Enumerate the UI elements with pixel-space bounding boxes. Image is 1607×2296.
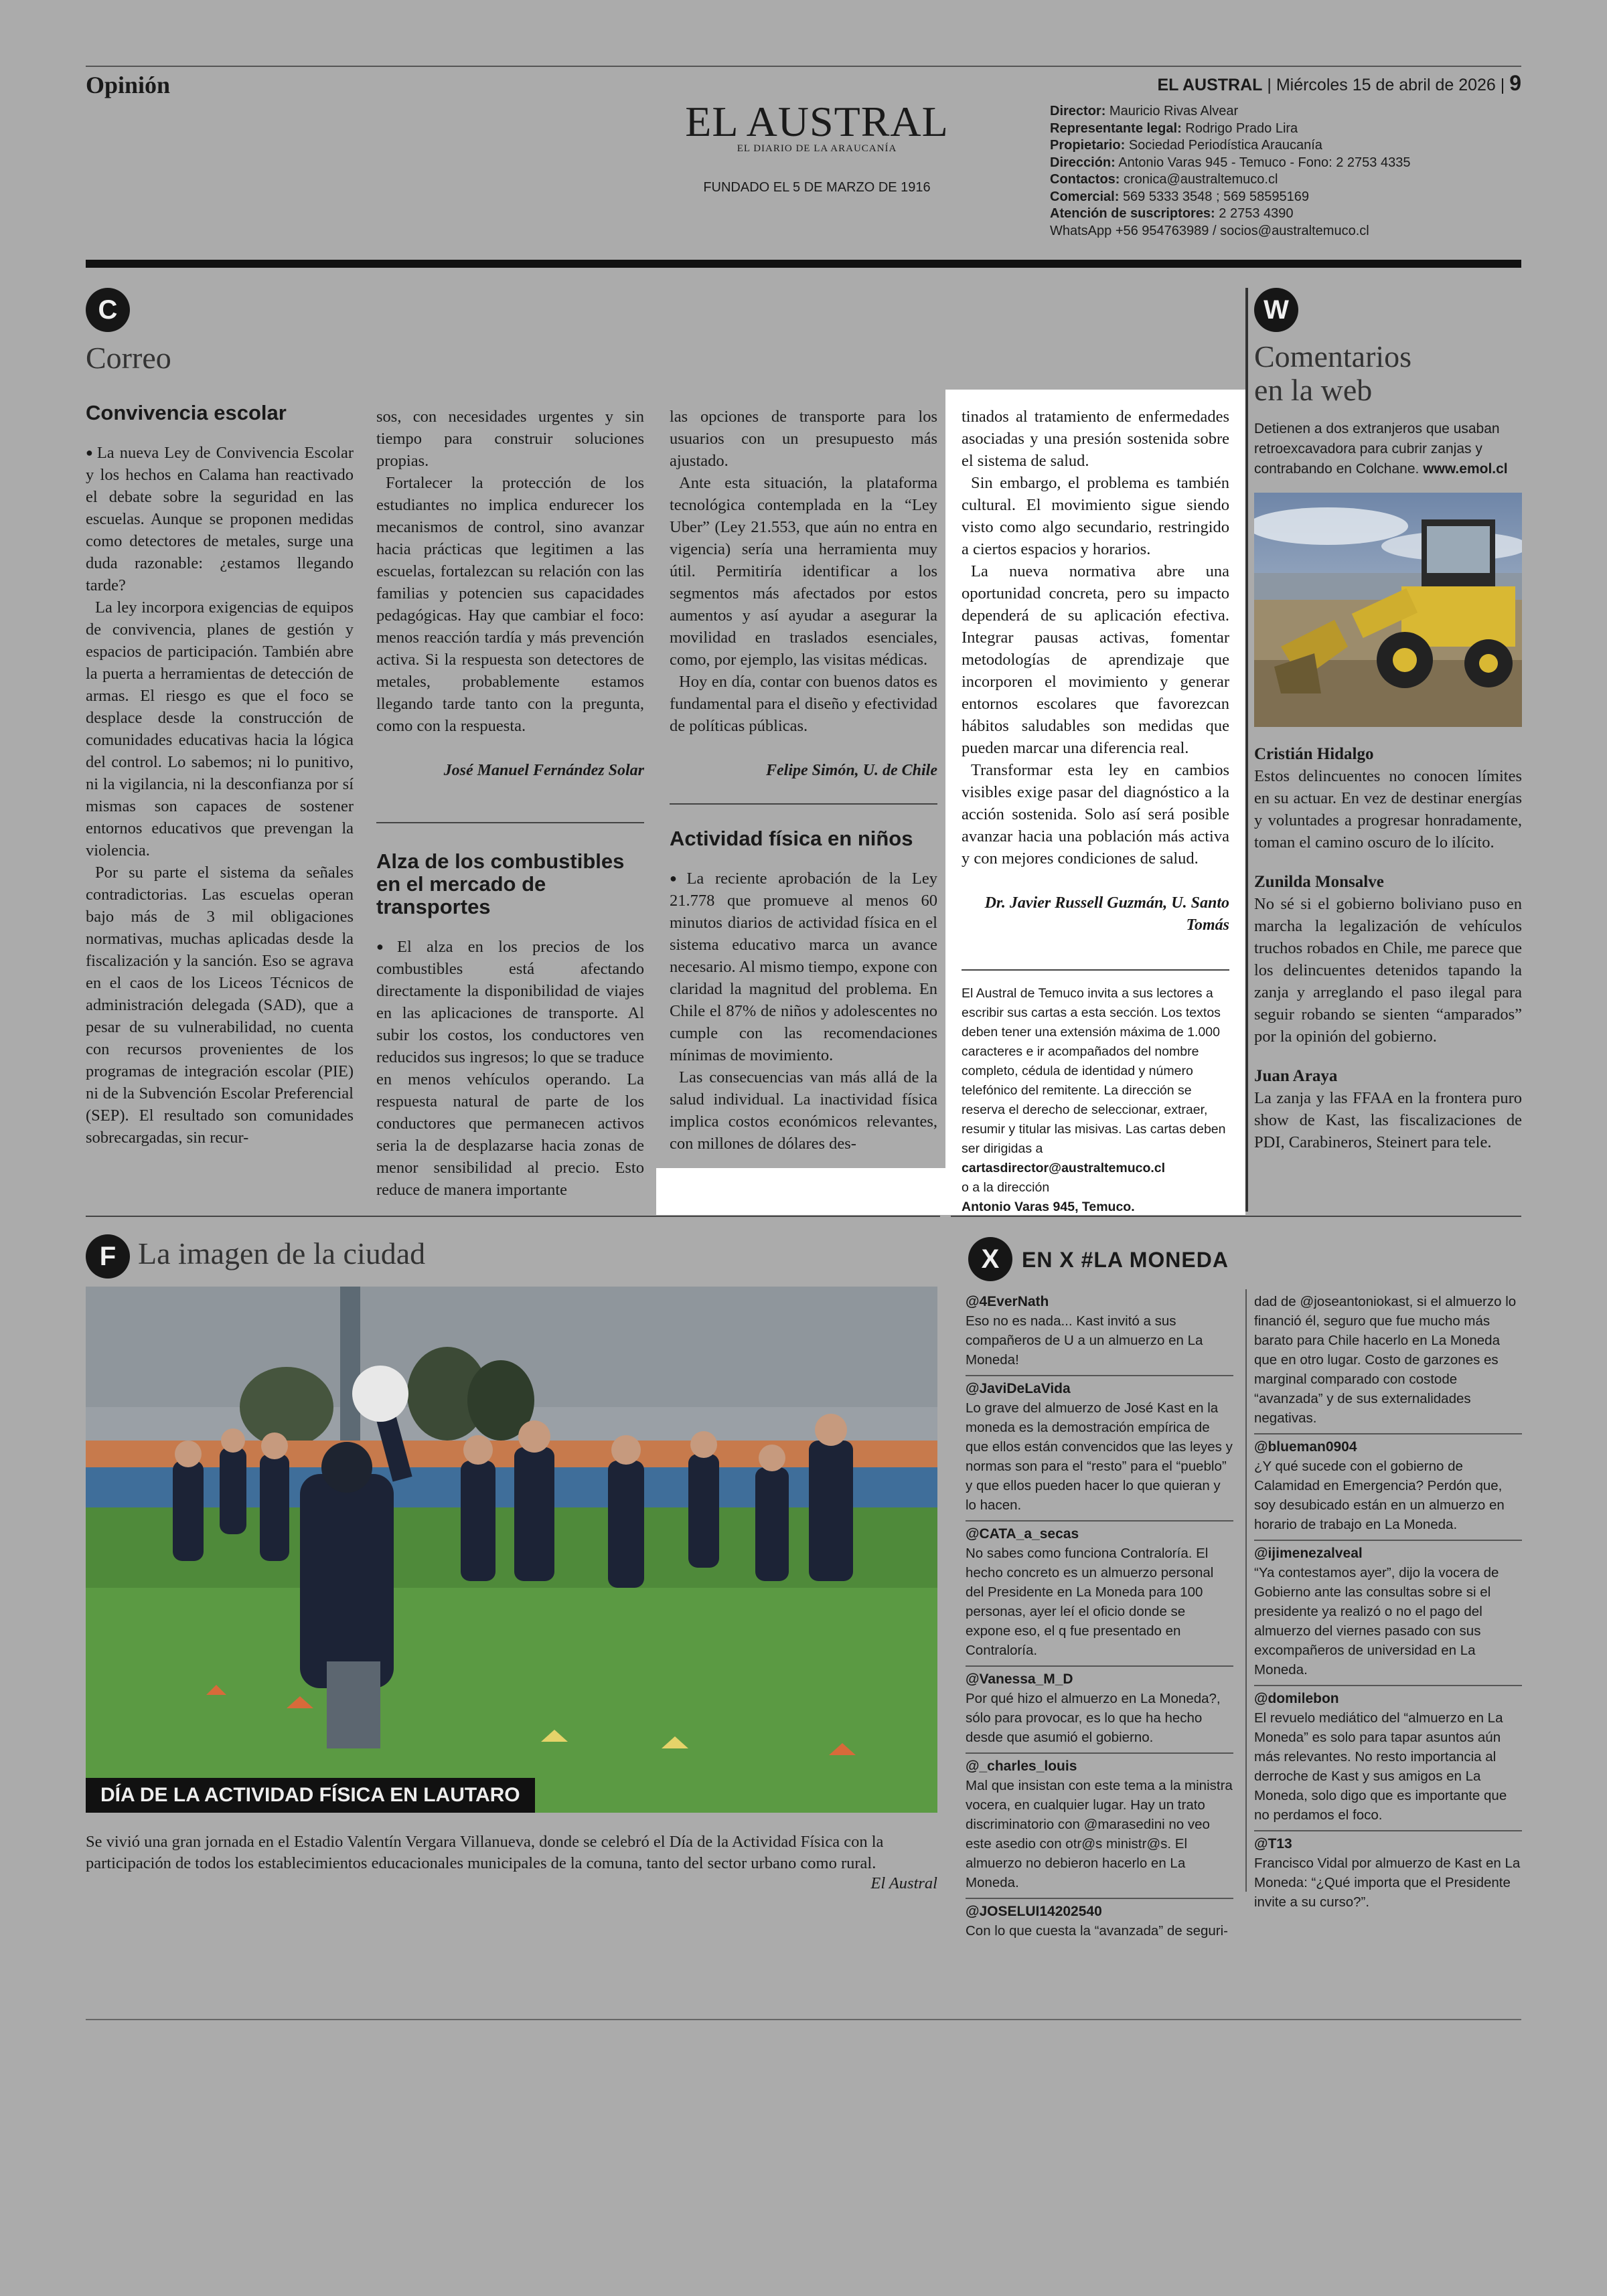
x-text: Eso no es nada... Kast invitó a sus compañeros de U a un almuerzo en La Moneda!	[966, 1313, 1203, 1368]
x-badge: X	[968, 1237, 1012, 1281]
top-rule	[86, 66, 1521, 67]
x-handle[interactable]: @CATA_a_secas	[966, 1526, 1079, 1542]
letter-2-signature: Felipe Simón, U. de Chile	[765, 762, 937, 779]
x-handle[interactable]: @ijimenezalveal	[1254, 1546, 1363, 1561]
letter-2-col-3	[670, 406, 937, 782]
comment-1-author: Cristián Hidalgo	[1254, 745, 1374, 763]
web-title-line2: en la web	[1254, 373, 1373, 407]
date-line: EL AUSTRAL | Miércoles 15 de abril de 2026 | 9	[1157, 71, 1521, 95]
staff-row: Director: Mauricio Rivas Alvear	[1050, 104, 1239, 118]
letter-3-p5: La nueva normativa abre una oportunidad concreta, pero su impacto dependerá de su aplicación efectiva. Integrar pausas activas, fomentar metodologías de aprendizaje que incorporen el movimiento y generar entornos escolares que favorezcan hábitos saludables son medidas que pueden marcar una diferencia real.	[962, 562, 1229, 757]
x-text: ¿Y qué sucede con el gobierno de Calamidad en Emergencia? Perdón que, soy desubicado están en un almuerzo en horario de trabajo en La Moneda.	[1254, 1459, 1505, 1532]
web-lead-text: Detienen a dos extranjeros que usaban retroexcavadora para cubrir zanjas y contrabando en Colchane.	[1254, 421, 1500, 477]
x-post	[966, 1667, 1233, 1754]
x-post	[966, 1522, 1233, 1667]
letter-2-title: Alza de los combustibles en el mercado de transportes	[376, 849, 625, 918]
note-email[interactable]: cartasdirector@australtemuco.cl	[962, 1161, 1166, 1175]
masthead-name: EL AUSTRAL	[685, 98, 949, 145]
letter-3-signature: Dr. Javier Russell Guzmán, U. Santo Tomás	[984, 894, 1229, 934]
x-vertical-rule	[1245, 1289, 1247, 1892]
note-address: Antonio Varas 945, Temuco.	[962, 1200, 1135, 1214]
x-text: El revuelo mediático del “almuerzo en La Moneda” es solo para tapar asuntos aún más relevantes. No resto importancia al derroche de Kast y sus amigos en La Moneda, solo digo que es importante que no perdamos el foco.	[1254, 1710, 1507, 1823]
letter-2-col-2	[376, 850, 644, 1201]
section-label: Opinión	[86, 72, 171, 98]
col3-divider	[670, 803, 937, 805]
x-text: dad de @joseantoniokast, si el almuerzo lo financió él, seguro que fue mucho más barato para Chile hacerlo en La Moneda que en otro lugar. Costo de garzones es marginal comparado con costode “avanzada” y de sus externalidades negativas.	[1254, 1294, 1517, 1426]
x-text: No sabes como funciona Contraloría. El hecho concreto es un almuerzo personal del Presidente en La Moneda para 100 personas, ayer leí el oficio donde se expone eso, el q fue presentado en Contraloría.	[966, 1546, 1214, 1658]
letter-1-p3: Por su parte el sistema da señales contradictorias. Las escuelas operan bajo más de 3 mil obligaciones normativas, muchas aplicadas desde la fiscalización y la sanción. Eso se agrava en el caos de los Liceos Técnicos de administración delegada (SAD), que a pesar de su vulnerabilidad, no cuenta con recursos provenientes de los programas de integración escolar (PIE) ni de la Subvención Escolar Preferencial (SEP). El resultado son comunidades sobrecargadas, sin recur-	[86, 864, 354, 1147]
date-text: Miércoles 15 de abril de 2026	[1276, 76, 1496, 94]
note-divider	[962, 969, 1229, 971]
staff-box	[1050, 103, 1410, 240]
x-text: Lo grave del almuerzo de José Kast en la moneda es la demostración empírica de que ellos están convencidos que las leyes y normas son para el “resto” para el “pueblo” y que ellos pueden hacer lo que quieran y lo hacen.	[966, 1400, 1233, 1513]
letter-3-p6: Transformar esta ley en cambios visibles exige pasar del diagnóstico a la acción sostenida. Solo así será posible avanzar hacia una población más activa y con mejores condiciones de salud.	[962, 761, 1229, 868]
x-post	[1254, 1541, 1522, 1686]
x-handle[interactable]: @JaviDeLaVida	[966, 1381, 1071, 1396]
x-text: Con lo que cuesta la “avanzada” de seguri-	[966, 1923, 1229, 1939]
letter-3-p3: tinados al tratamiento de enfermedades asociadas y una presión sostenida sobre el sistema de salud.	[962, 408, 1229, 470]
letter-3-title: Actividad física en niños	[670, 827, 913, 850]
staff-row: Comercial: 569 5333 3548 ; 569 58595169	[1050, 189, 1309, 204]
mid-rule-left	[86, 1216, 940, 1217]
col2-divider	[376, 822, 644, 823]
ciudad-badge: F	[86, 1234, 130, 1279]
staff-row: Propietario: Sociedad Periodística Araucanía	[1050, 138, 1322, 153]
x-text: “Ya contestamos ayer”, dijo la vocera de Gobierno ante las consultas sobre si el presidente ya realizó o no el pago del almuerzo del viernes pasado con sus excompañeros de universidad en La Moneda.	[1254, 1565, 1499, 1677]
note-text: El Austral de Temuco invita a sus lectores a escribir sus cartas a esta sección. Los textos deben tener una extensión máxima de 1.000 caracteres e ir acompañados del nombre completo, cédula de identidad y número telefónico del remitente. La dirección se reserva el derecho de seleccionar, extraer, resumir y titular las misivas. Las cartas deben ser dirigidas a	[962, 986, 1226, 1156]
x-post	[1254, 1831, 1522, 1917]
web-title-line1: Comentarios	[1254, 339, 1412, 374]
x-post	[966, 1899, 1233, 1946]
x-text: Mal que insistan con este tema a la ministra vocera, en cualquier lugar. Hay un trato discriminatorio con @marasedini no veo este asedio con otr@s ministr@s. El almuerzo no debieron hacerlo en La Moneda.	[966, 1778, 1233, 1890]
web-comments	[1254, 730, 1522, 1153]
letter-1-title: Convivencia escolar	[86, 401, 287, 424]
ciudad-text: Se vivió una gran jornada en el Estadio Valentín Vergara Villanueva, donde se celebró el Día de la Actividad Física con la participación de todos los establecimientos educacionales municipales de la comuna, tanto del sector urbano como rural.	[86, 1833, 884, 1872]
x-post	[966, 1754, 1233, 1899]
note-or: o a la dirección	[962, 1180, 1050, 1195]
correo-title: Correo	[86, 341, 171, 375]
x-post	[966, 1376, 1233, 1522]
x-handle[interactable]: @domilebon	[1254, 1691, 1339, 1706]
photo-caption: DÍA DE LA ACTIVIDAD FÍSICA EN LAUTARO	[86, 1778, 535, 1813]
x-column-1	[966, 1289, 1233, 1946]
correo-badge: C	[86, 288, 130, 332]
x-handle[interactable]: @_charles_louis	[966, 1758, 1077, 1774]
masthead	[683, 100, 951, 195]
web-source[interactable]: www.emol.cl	[1423, 461, 1508, 477]
letter-1-signature: José Manuel Fernández Solar	[443, 762, 644, 779]
letter-1-p1: ● La nueva Ley de Convivencia Escolar y los hechos en Calama han reactivado el debate sobre la seguridad en las escuelas. Aunque se proponen medidas como detectores de metales, surge una duda razonable: ¿estamos llegando tarde?	[86, 442, 354, 596]
x-post	[966, 1289, 1233, 1376]
x-handle[interactable]: @blueman0904	[1254, 1439, 1357, 1455]
backhoe-illustration	[1254, 493, 1522, 727]
letter-3-col-4	[962, 406, 1229, 936]
backhoe-photo	[1254, 493, 1522, 727]
web-lead	[1254, 419, 1522, 479]
staff-row: Contactos: cronica@australtemuco.cl	[1050, 172, 1278, 187]
masthead-tagline: EL DIARIO DE LA ARAUCANÍA	[737, 143, 897, 154]
comment-2-text: No sé si el gobierno boliviano puso en marcha la legalización de vehículos truchos robados en Chile, me parece que los delincuentes detenidos tapando la zanja y arreglando el paso ilegal para seguir robando se sienten “amparados” por la opinión del gobierno.	[1254, 895, 1522, 1046]
comment-1-text: Estos delincuentes no conocen límites en su actuar. En vez de destinar energías y voluntades a progresar honradamente, toman el camino oscuro de lo ilícito.	[1254, 767, 1522, 851]
comment-2-author: Zunilda Monsalve	[1254, 873, 1384, 891]
mid-rule-right	[951, 1216, 1521, 1217]
kids-playing-illustration	[86, 1287, 937, 1813]
x-post	[1254, 1686, 1522, 1831]
ciudad-title: La imagen de la ciudad	[138, 1236, 426, 1270]
letter-1-col-2	[376, 406, 644, 782]
page-number: 9	[1509, 71, 1521, 95]
letter-2-p1: ● El alza en los precios de los combustibles está afectando directamente la disponibilidad de viajes en las aplicaciones de transporte. Al subir los costos, los conductores ven reducidos sus ingresos; lo que se traduce en menos vehículos operando. La respuesta natural de parte de los conductores que permanecen activos seria la de desplazarse hacia zonas de menor sensibilidad al precio. Esto reduce de manera importante	[376, 936, 644, 1201]
x-text: Francisco Vidal por almuerzo de Kast en La Moneda: “¿Qué importa que el Presidente invite a su curso?”.	[1254, 1856, 1521, 1910]
staff-row: Representante legal: Rodrigo Prado Lira	[1050, 120, 1298, 136]
letter-1-col-1	[86, 402, 354, 1149]
ciudad-credit: El Austral	[870, 1874, 937, 1892]
x-handle[interactable]: @T13	[1254, 1836, 1292, 1852]
web-badge: W	[1254, 288, 1298, 332]
letter-3-col-3	[670, 827, 937, 1155]
bottom-rule	[86, 2019, 1521, 2020]
x-post	[1254, 1434, 1522, 1541]
x-text: Por qué hizo el almuerzo en La Moneda?, sólo para provocar, es lo que ha hecho desde que asumió el gobierno.	[966, 1691, 1221, 1745]
x-handle[interactable]: @Vanessa_M_D	[966, 1671, 1073, 1687]
x-handle[interactable]: @4EverNath	[966, 1294, 1049, 1309]
x-post	[1254, 1289, 1522, 1434]
letter-2-p3: Ante esta situación, la plataforma tecnológica contemplada en la “Ley Uber” (Ley 21.553, que aún no entra en vigencia) sería una herramienta muy útil. Permitiría identificar a los segmentos más afectados por estos aumentos y así ayudar a asegurar la movilidad en traslados esenciales, como, por ejemplo, las visitas médicas.	[670, 474, 937, 669]
letter-1-p4: sos, con necesidades urgentes y sin tiempo para construir soluciones propias.	[376, 408, 644, 470]
comment-3-author: Juan Araya	[1254, 1067, 1338, 1085]
x-title: EN X #LA MONEDA	[1022, 1248, 1229, 1272]
letter-1-p5: Fortalecer la protección de los estudiantes no implica endurecer los mecanismos de control, sino avanzar hacia prácticas que legitimen a las escuelas, fortalezcan su relación con las familias y potencien sus capacidades pedagógicas. Hay que cambiar el foco: menos reacción tardía y más prevención activa. Si la respuesta son detectores de metales, probablemente estamos llegando tarde tanto con la pregunta, como con la respuesta.	[376, 474, 644, 735]
x-handle[interactable]: @JOSELUI14202540	[966, 1904, 1102, 1919]
staff-row: WhatsApp +56 954763989 / socios@australtemuco.cl	[1050, 223, 1369, 238]
letter-2-p2: las opciones de transporte para los usuarios con un presupuesto más ajustado.	[670, 408, 937, 470]
letter-3-p4: Sin embargo, el problema es también cultural. El movimiento sigue siendo visto como algo secundario, restringido a ciertos espacios y horarios.	[962, 474, 1229, 558]
masthead-founded: FUNDADO EL 5 DE MARZO DE 1916	[703, 180, 931, 195]
letter-3-p1: ● La reciente aprobación de la Ley 21.778 que promueve al menos 60 minutos diarios de actividad física en el sistema educativo marca un avance necesario. Al mismo tiempo, expone con claridad la magnitud del problema. En Chile el 87% de niños y adolescentes no cumple con las recomendaciones mínimas de movimiento.	[670, 868, 937, 1066]
web-title	[1254, 340, 1411, 407]
ciudad-photo	[86, 1287, 937, 1813]
letters-note	[962, 984, 1229, 1217]
letter-3-p2: Las consecuencias van más allá de la salud individual. La inactividad física implica costos económicos relevantes, con millones de dólares des-	[670, 1068, 937, 1153]
thick-rule	[86, 260, 1521, 268]
comment-3-text: La zanja y las FFAA en la frontera puro show de Kast, las fiscalizaciones de PDI, Carabineros, Steinert para tele.	[1254, 1089, 1522, 1151]
date-brand: EL AUSTRAL	[1157, 76, 1263, 94]
web-vertical-rule	[1245, 288, 1248, 1212]
letter-2-p4: Hoy en día, contar con buenos datos es fundamental para el diseño y efectividad de políticas públicas.	[670, 673, 937, 735]
staff-row: Atención de suscriptores: 2 2753 4390	[1050, 206, 1294, 221]
staff-row: Dirección: Antonio Varas 945 - Temuco - Fono: 2 2753 4335	[1050, 155, 1411, 170]
x-column-2	[1254, 1289, 1522, 1917]
letter-1-p2: La ley incorpora exigencias de equipos de convivencia, planes de gestión y espacios de participación. También abre la puerta a herramientas de detección de armas. El riesgo es que el foco se desplace desde la construcción de comunidades educativas hacia la lógica del control. Lo sabemos; ni lo punitivo, ni la vigilancia, ni la desconfianza por sí mismas son capaces de sostener entornos educativos que prevengan la violencia.	[86, 598, 354, 859]
